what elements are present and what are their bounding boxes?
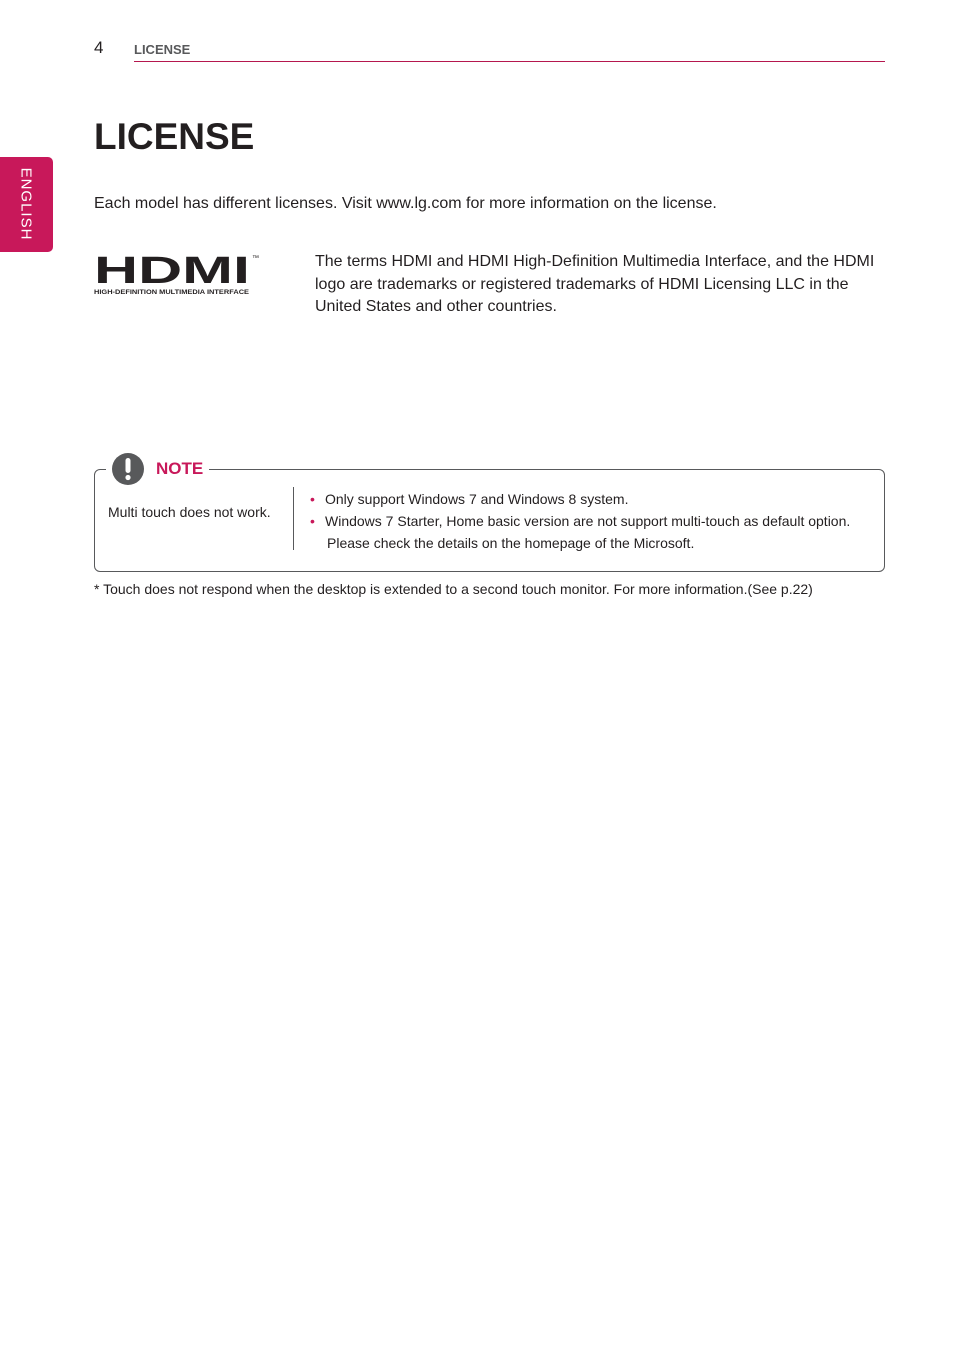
footnote: * Touch does not respond when the desktop is extended to a second touch monitor. For more information.(See p.22) (94, 581, 813, 597)
page-title: LICENSE (94, 116, 255, 157)
note-heading (106, 452, 209, 486)
bullet-icon: • (310, 513, 315, 529)
note-label: NOTE (156, 459, 204, 478)
hdmi-logo-wordmark: HDMI (94, 252, 250, 292)
note-item-text: Windows 7 Starter, Home basic version are not support multi-touch as default option. (325, 513, 851, 529)
page-number: 4 (94, 38, 104, 57)
hdmi-logo (94, 252, 264, 296)
note-item-text: Only support Windows 7 and Windows 8 system. (325, 491, 629, 507)
hdmi-logo-tm: ™ (252, 255, 259, 262)
running-head: LICENSE (134, 42, 191, 57)
exclamation-icon (112, 453, 144, 485)
hdmi-trademark-text: The terms HDMI and HDMI High-Definition Multimedia Interface, and the HDMI logo are trademarks or registered trademarks of HDMI Licensing LLC in the United States and other countries. (315, 253, 875, 315)
intro-paragraph: Each model has different licenses. Visit www.lg.com for more information on the license. (94, 195, 717, 212)
page-header (94, 38, 885, 62)
note-divider (293, 487, 294, 550)
language-side-tab (0, 157, 53, 252)
hdmi-logo-tagline: HIGH-DEFINITION MULTIMEDIA INTERFACE (94, 290, 249, 296)
note-item-continuation: Please check the details on the homepage of the Microsoft. (327, 535, 695, 551)
bullet-icon: • (310, 491, 315, 507)
header-rule (134, 61, 885, 62)
note-left-text: Multi touch does not work. (108, 504, 271, 520)
language-label: ENGLISH (17, 167, 35, 241)
list-item (310, 510, 850, 554)
list-item (310, 488, 850, 510)
note-list (310, 488, 850, 554)
